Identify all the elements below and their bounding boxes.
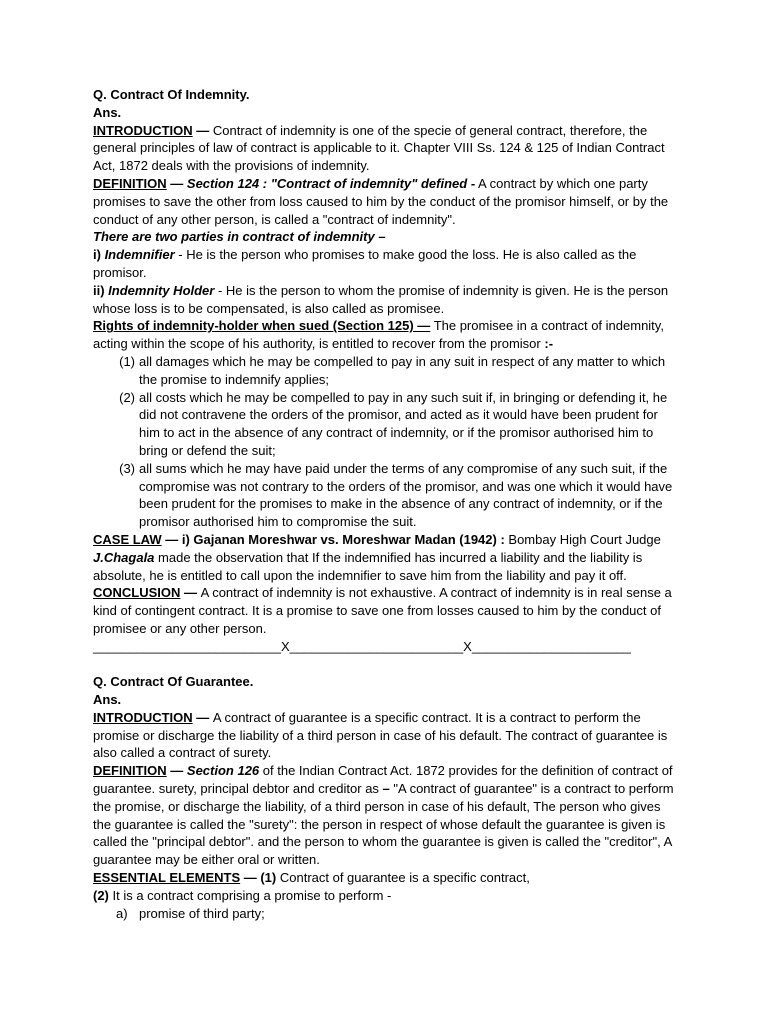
party-indemnifier [93, 246, 678, 282]
essential-elements-paragraph [93, 869, 678, 887]
conclusion-heading: CONCLUSION [93, 585, 181, 601]
conclusion-paragraph [93, 584, 678, 637]
case-text: Bombay High Court Judge [504, 531, 661, 547]
definition-section: Section 126 [186, 763, 260, 779]
list-item [93, 389, 678, 460]
party-title: Indemnifier [104, 247, 175, 263]
introduction-heading: INTRODUCTION [93, 122, 193, 138]
introduction-text: A contract of guarantee is a specific contract. It is a contract to perform the promise or discharge the liability of a third person in case of his default. The contract of guarantee is also called a contract of surety. [93, 709, 668, 761]
case-law-paragraph [93, 531, 678, 584]
essential-elements-heading: ESSENTIAL ELEMENTS [93, 870, 241, 886]
question-heading: Q. Contract Of Guarantee. [93, 674, 254, 690]
sub-list [93, 905, 678, 923]
definition-heading: DEFINITION [93, 763, 167, 779]
rights-colon: :- [544, 336, 554, 352]
element-text: Contract of guarantee is a specific contract, [276, 870, 530, 886]
case-text-2: made the observation that If the indemnified has incurred a liability and the liability is absolute, he is entitled to call upon the indemnifier to save him from the liability and pay it off. [93, 549, 643, 583]
definition-section: Section 124 : "Contract of indemnity" defined - [186, 175, 476, 191]
dash: — [166, 763, 187, 779]
judge-name: J.Chagala [93, 549, 155, 565]
list-text: all damages which he may be compelled to pay in any suit in respect of any matter to which the promise to indemnify applies; [139, 353, 666, 387]
element-number: — (1) [240, 870, 277, 886]
answer-label: Ans. [93, 104, 122, 120]
element-2-paragraph [93, 887, 678, 905]
party-number: ii) [93, 282, 109, 298]
dash: — [166, 175, 187, 191]
introduction-paragraph [93, 709, 678, 762]
answer-label: Ans. [93, 692, 122, 708]
introduction-paragraph [93, 122, 678, 175]
definition-paragraph [93, 762, 678, 869]
list-text: all sums which he may have paid under the terms of any compromise of any such suit, if the compromise was not contrary to the orders of the promisor, and was one which it would have been prudent for the promises to make in the absence of any contract of indemnity, or if the promisor authorised him to compromise the suit. [139, 460, 673, 530]
party-number: i) [93, 247, 105, 263]
spacer [93, 656, 678, 674]
introduction-text: Contract of indemnity is one of the specie of general contract, therefore, the general principles of law of contract is applicable to it. Chapter VIII Ss. 124 & 125 of Indian Contract Act, 1872 deals with the provisions of indemnity. [93, 122, 665, 174]
rights-heading: Rights of indemnity-holder when sued (Section 125) — [93, 318, 431, 334]
dash: — [180, 585, 201, 601]
definition-text: A contract by which one party promises to save the other from loss caused to him by the conduct of the promisor himself, or by the conduct of any other person, is called a "contract of indemnity". [93, 175, 669, 227]
section-separator: __________________________X________________________X______________________ [93, 638, 631, 654]
element-text: It is a contract comprising a promise to perform - [108, 887, 392, 903]
case-name: — i) Gajanan Moreshwar vs. Moreshwar Madan (1942) : [161, 531, 505, 547]
rights-text: The promisee in a contract of indemnity, acting within the scope of his authority, is entitled to recover from the promisor [93, 318, 664, 352]
list-text: all costs which he may be compelled to pay in any such suit if, in bringing or defending it, he did not contravene the orders of the promisor, and acted as it would have been prudent for him to act in the absence of any contract of indemnity, or if the promisor authorised him to bring or defend the suit; [139, 389, 668, 458]
party-text: - He is the person who promises to make good the loss. He is also called as the promisor. [93, 247, 637, 280]
definition-heading: DEFINITION [93, 175, 167, 191]
party-title: Indemnity Holder [108, 282, 215, 298]
party-text: - He is the person to whom the promise of indemnity is given. He is the person whose loss is to be compensated, is also called as promisee. [93, 282, 669, 316]
dash: — [192, 122, 213, 138]
definition-text-2: "A contract of guarantee" is a contract to perform the promise, or discharge the liability, of a third person in case of his default, The person who gives the guarantee is called the "surety": the person in respect of whose default the guarantee is given is called the "principal debtor". and the person to whom the guarantee is given is called the "creditor", A guarantee may be either oral or written. [93, 781, 674, 868]
parties-heading: There are two parties in contract of indemnity – [93, 229, 386, 245]
list-letter: a) [116, 905, 128, 921]
list-item [93, 460, 678, 531]
element-number: (2) [93, 887, 109, 903]
definition-dash: – [378, 781, 390, 797]
conclusion-text: A contract of indemnity is not exhaustive. A contract of indemnity is in real sense a kind of contingent contract. It is a promise to save one from losses caused to him by the conduct of promisee or any other person. [93, 585, 672, 636]
definition-text: of the Indian Contract Act. 1872 provides for the definition of contract of guarantee. surety, principal debtor and creditor as [93, 763, 673, 797]
dash: — [192, 709, 213, 725]
list-number: (2) [119, 389, 135, 405]
definition-paragraph [93, 175, 678, 228]
introduction-heading: INTRODUCTION [93, 709, 193, 725]
list-item [93, 353, 678, 389]
question-heading: Q. Contract Of Indemnity. [93, 87, 250, 102]
list-text: promise of third party; [139, 905, 265, 921]
rights-paragraph [93, 317, 678, 353]
list-number: (1) [119, 353, 135, 369]
party-indemnity-holder [93, 282, 678, 318]
list-number: (3) [119, 460, 135, 476]
case-law-heading: CASE LAW [93, 531, 162, 547]
rights-list [93, 353, 678, 531]
list-item [93, 905, 678, 923]
